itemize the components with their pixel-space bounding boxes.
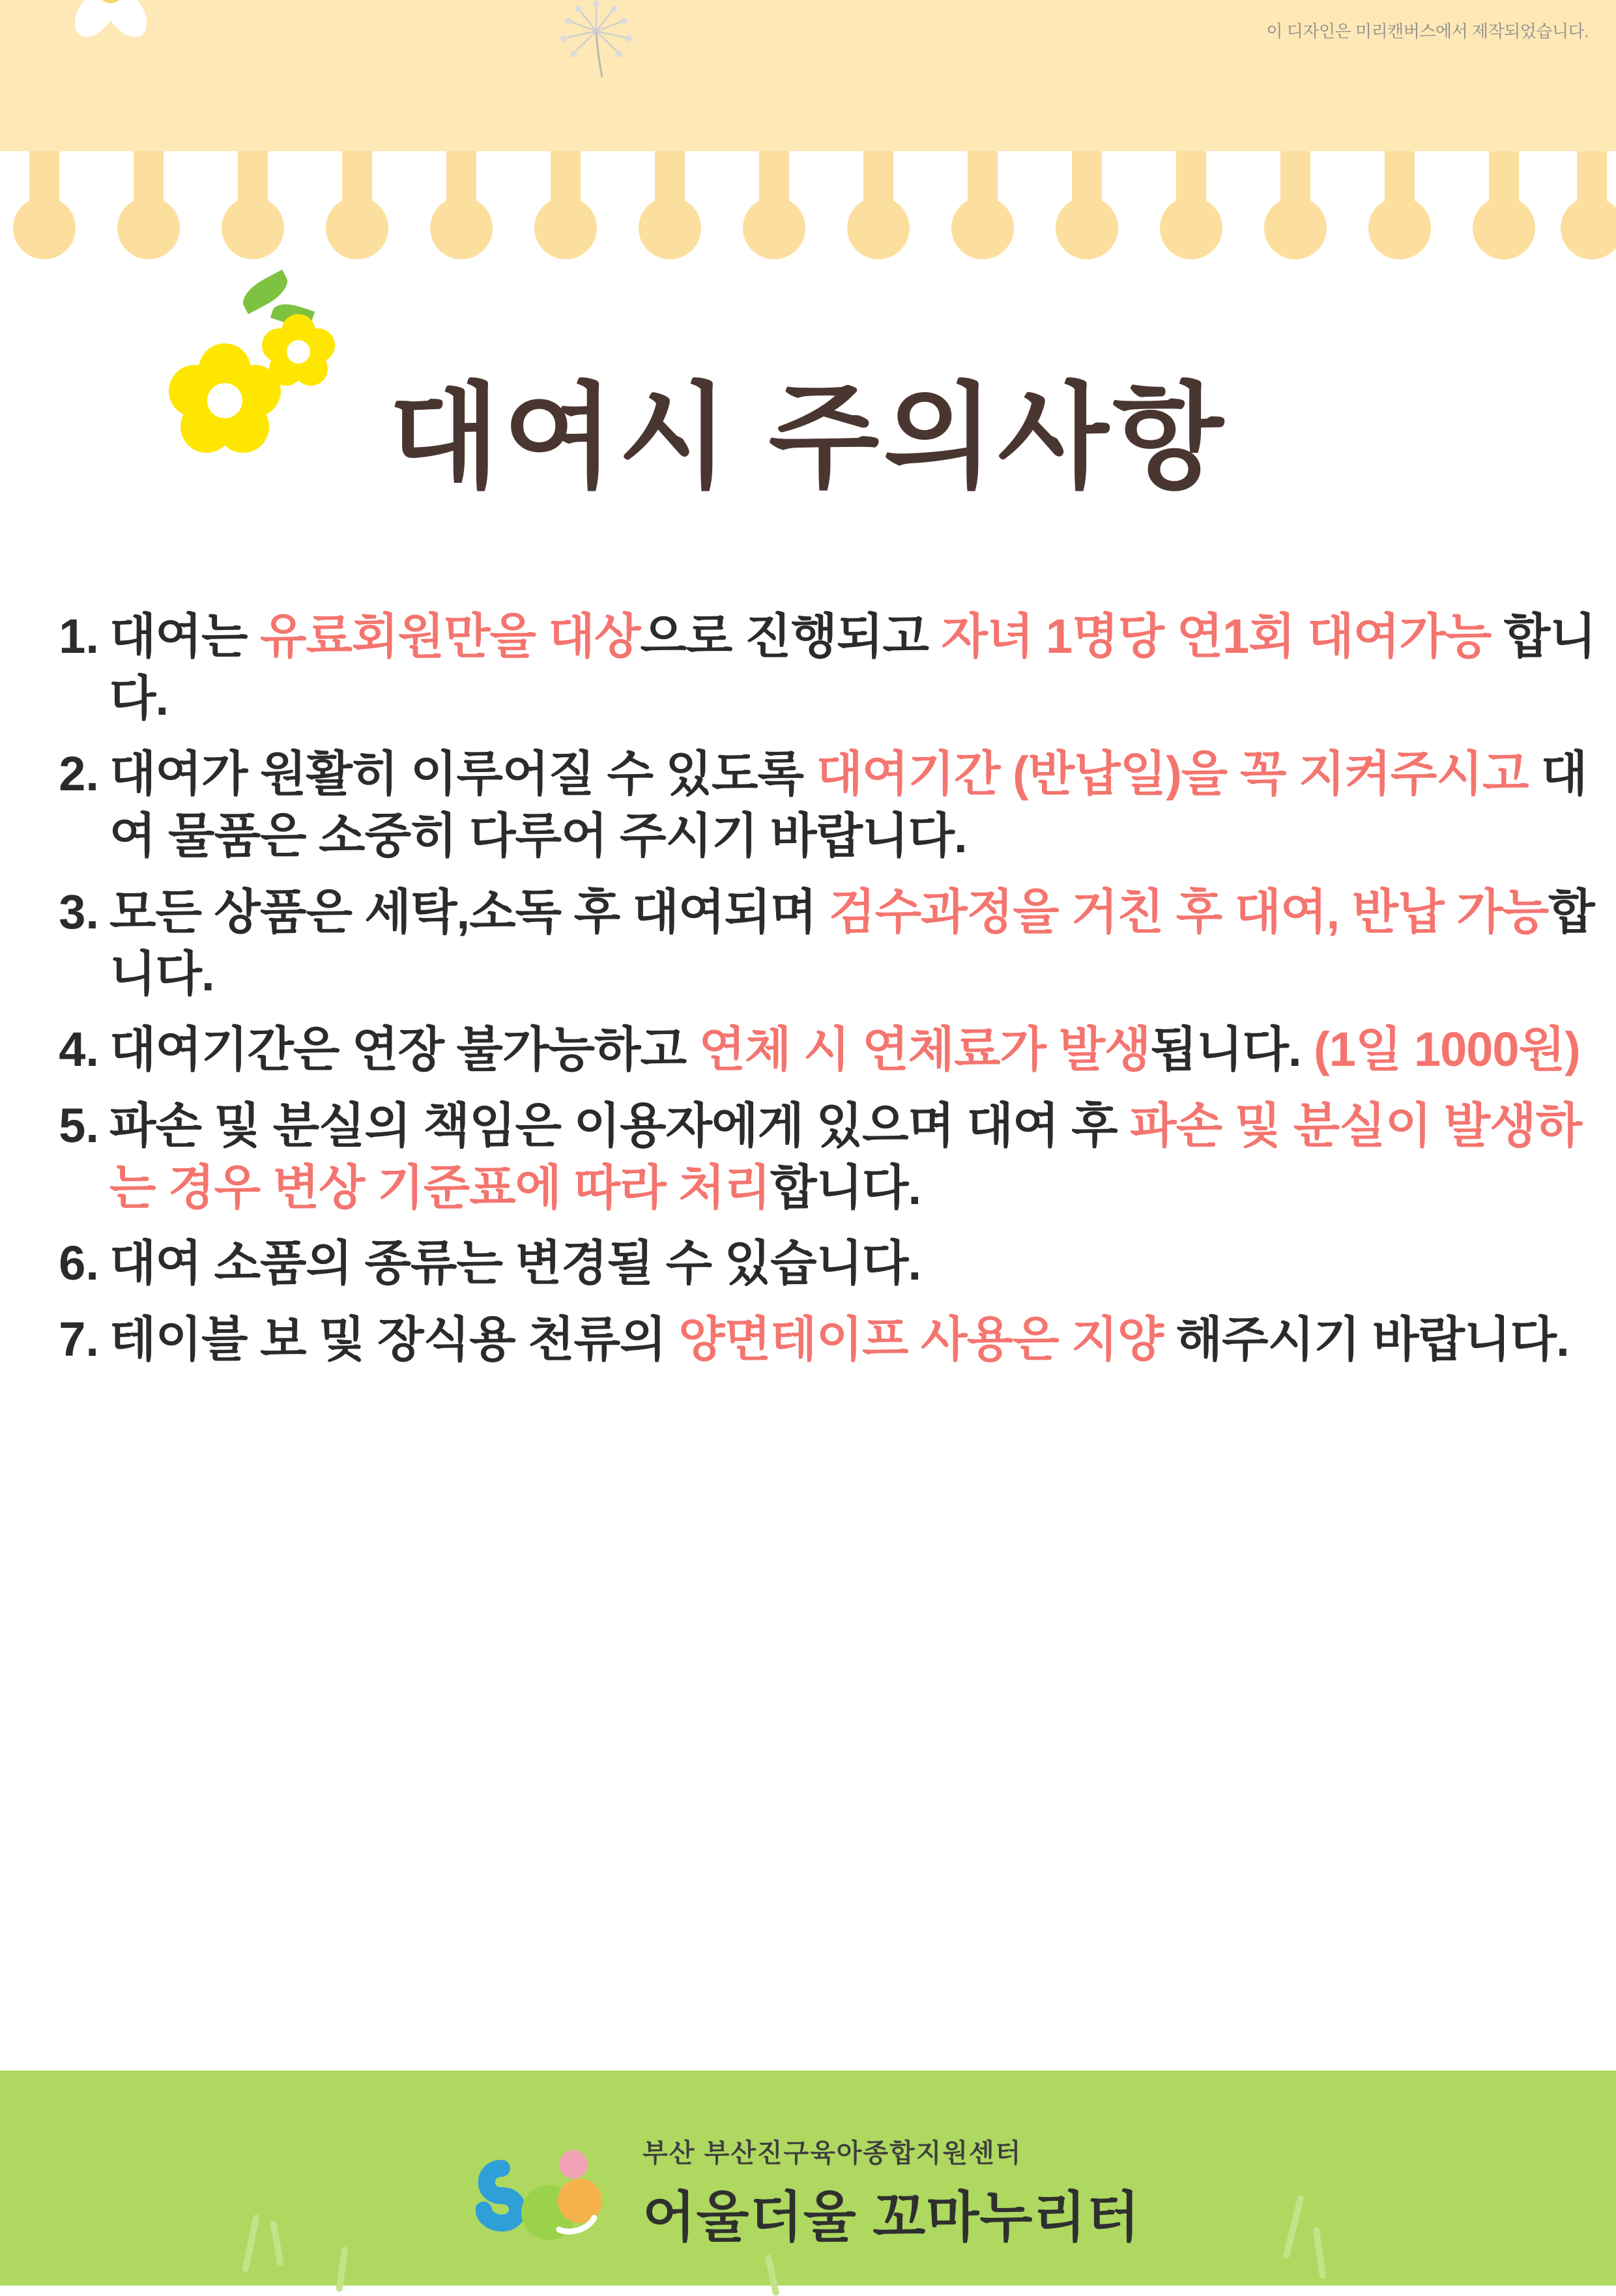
notice-highlight-text: 파손 및 분실이 발생하는 경우 변상 기준표에 따라 처리 xyxy=(109,1098,1582,1214)
notice-number: 6. xyxy=(59,1236,99,1291)
notice-highlight-text: (1일 1000원) xyxy=(1301,1022,1580,1077)
notice-plain-text: 대여 물품은 소중히 다루어 주시기 바랍니다. xyxy=(109,747,1587,863)
notice-highlight-text: 자녀 1명당 연1회 대여가능 xyxy=(941,609,1492,663)
notice-plain-text: 대여가 원활히 이루어질 수 있도록 xyxy=(109,747,816,801)
daisy-flower-icon xyxy=(39,0,195,85)
notice-text xyxy=(109,1309,1603,1371)
notice-plain-text: 모든 상품은 세탁,소독 후 대여되며 xyxy=(109,884,830,939)
dandelion-icon xyxy=(534,0,658,116)
notice-text xyxy=(109,1233,1603,1295)
notice-number: 2. xyxy=(59,747,99,801)
footer-band xyxy=(0,2071,1616,2286)
notice-plain-text: 대여 소품의 종류는 변경될 수 있습니다. xyxy=(109,1236,921,1291)
notice-plain-text: 파손 및 분실의 책임은 이용자에게 있으며 대여 후 xyxy=(109,1098,1131,1153)
notice-plain-text: 합니다. xyxy=(109,609,1596,725)
notice-number: 5. xyxy=(59,1098,99,1153)
logo-mark-icon xyxy=(476,2131,626,2254)
top-decorative-band xyxy=(0,0,1616,151)
notice-plain-text: 해주시기 바랍니다. xyxy=(1163,1312,1569,1367)
notice-item xyxy=(39,1309,1603,1371)
notice-highlight-text: 검수과정을 거친 후 대여, 반납 가능 xyxy=(829,884,1549,939)
notice-plain-text: 합니다. xyxy=(109,884,1594,1001)
notice-item xyxy=(39,1233,1603,1295)
design-credit-note: 이 디자인은 미리캔버스에서 제작되었습니다. xyxy=(1266,22,1589,41)
notice-number: 4. xyxy=(59,1022,99,1077)
notice-plain-text: 테이블 보 및 장식용 천류의 xyxy=(109,1312,679,1367)
notice-item xyxy=(39,1095,1603,1218)
logo-title: 어울더울 꼬마누리터 xyxy=(642,2187,1140,2248)
notice-plain-text: 으로 진행되고 xyxy=(640,609,942,663)
notice-item xyxy=(39,606,1603,729)
notice-text xyxy=(109,1019,1603,1081)
notice-highlight-text: 연체 시 연체료가 발생 xyxy=(699,1022,1151,1077)
notice-text xyxy=(109,882,1603,1005)
notice-highlight-text: 대여기간 (반납일)을 꼭 지켜주시고 xyxy=(816,747,1529,801)
logo-subtitle: 부산 부산진구육아종합지원센터 xyxy=(642,2139,1022,2168)
center-logo xyxy=(0,2131,1616,2254)
notice-item xyxy=(39,1019,1603,1081)
notice-text xyxy=(109,1095,1603,1218)
notice-number: 7. xyxy=(59,1312,99,1367)
notice-item xyxy=(39,743,1603,867)
notice-plain-text: 됩니다. xyxy=(1150,1022,1301,1077)
notice-plain-text: 대여기간은 연장 불가능하고 xyxy=(109,1022,699,1077)
notice-list xyxy=(39,606,1603,1385)
notice-text xyxy=(109,606,1603,729)
notice-text xyxy=(109,743,1603,867)
notice-plain-text: 합니다. xyxy=(770,1160,921,1214)
notice-plain-text: 대여는 xyxy=(109,609,261,663)
notice-highlight-text: 양면테이프 사용은 지양 xyxy=(678,1312,1164,1367)
page-title: 대여시 주의사항 xyxy=(388,374,1228,502)
notice-number: 1. xyxy=(59,609,99,663)
notice-item xyxy=(39,882,1603,1005)
scalloped-fringe xyxy=(0,151,1616,275)
notice-number: 3. xyxy=(59,884,99,939)
notice-highlight-text: 유료회원만을 대상 xyxy=(260,609,641,663)
